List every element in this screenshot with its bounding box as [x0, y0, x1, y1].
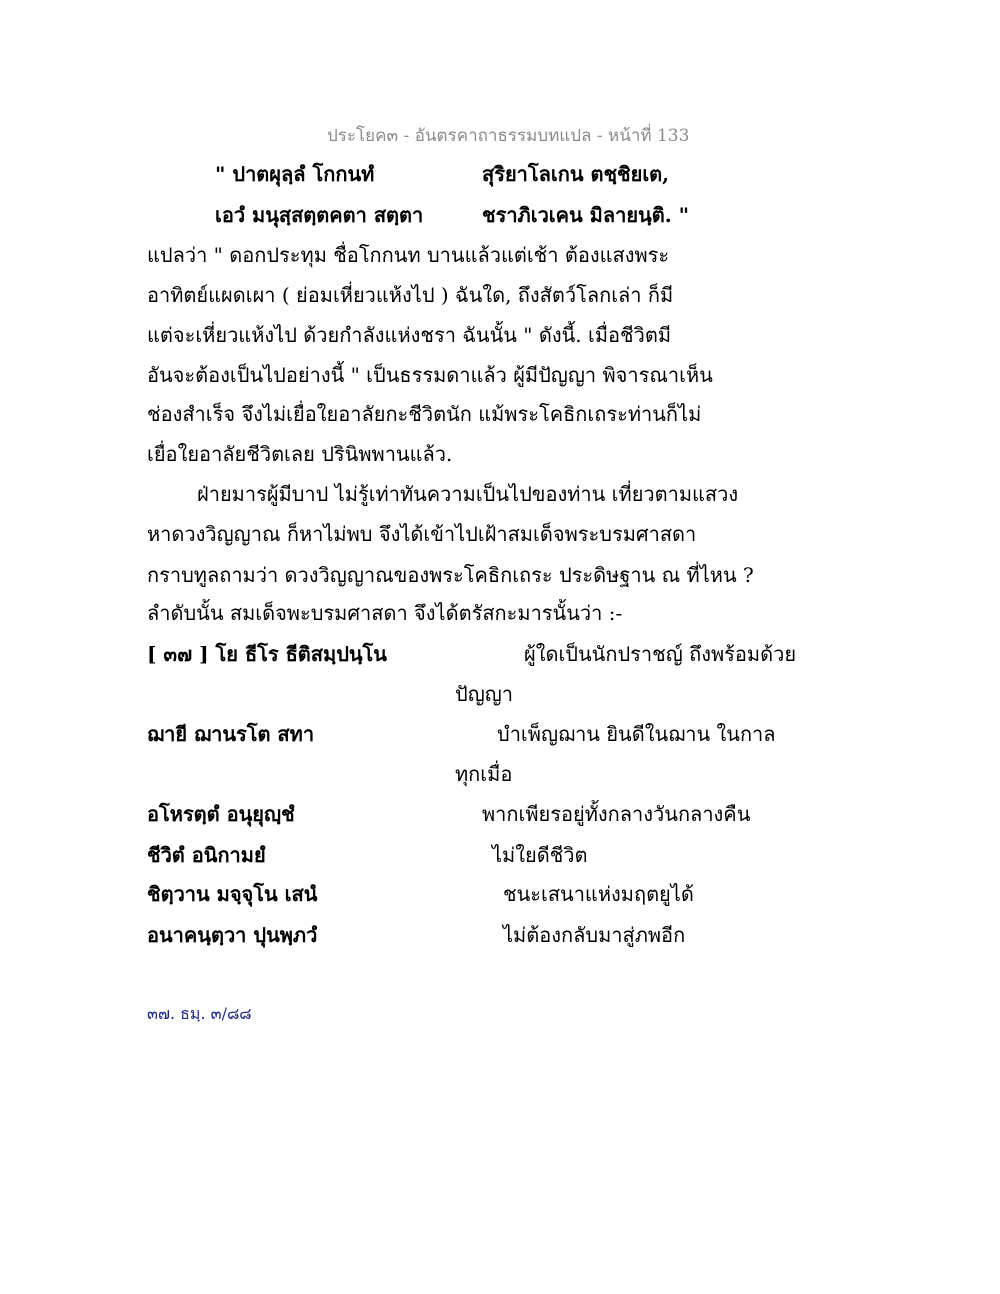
verse-thai-continuation: ทุกเมื่อ	[455, 762, 513, 786]
verse-pali-line: ชีวิตํ อนิกามยํ	[147, 843, 266, 867]
verse-thai-line: บำเพ็ญฌาน ยินดีในฌาน ในกาล	[497, 722, 776, 746]
translation-line: อันจะต้องเป็นไปอย่างนี้ " เป็นธรรมดาแล้ว ผู้มีปัญญา พิจารณาเห็น	[147, 363, 713, 387]
verse-pali-line: อนาคนฺตฺวา ปุนพฺภวํ	[147, 923, 318, 947]
narrative-line: กราบทูลถามว่า ดวงวิญญาณของพระโคธิกเถระ ประดิษฐาน ณ ที่ไหน ?	[147, 563, 754, 587]
translation-line: เยื่อใยอาลัยชีวิตเลย ปรินิพพานแล้ว.	[147, 442, 453, 466]
verse-thai-line: พากเพียรอยู่ทั้งกลางวันกลางคืน	[482, 802, 751, 826]
pali-stanza-line-1a: " ปาตผุลฺลํ โกกนทํ	[215, 162, 375, 186]
narrative-line: หาดวงวิญญาณ ก็หาไม่พบ จึงได้เข้าไปเฝ้าสมเด็จพระบรมศาสดา	[147, 522, 697, 546]
pali-stanza-line-2b: ชราภิเวเคน มิลายนฺติ. "	[482, 203, 690, 227]
verse-thai-line: ชนะเสนาแห่งมฤตยูได้	[503, 882, 694, 906]
pali-stanza-line-1b: สุริยาโลเกน ตชฺชิยเต,	[482, 162, 670, 186]
footnote: ๓๗. ธมฺ. ๓/๘๘	[147, 1004, 252, 1023]
page-header: ประโยค๓ - อันตรคาถาธรรมบทแปล - หน้าที่ 133	[327, 126, 690, 146]
translation-line: ช่องสำเร็จ จึงไม่เยื่อใยอาลัยกะชีวิตนัก แม้พระโคธิกเถระท่านก็ไม่	[147, 402, 702, 426]
pali-stanza-line-2a: เอวํ มนุสฺสตฺตคตา สตฺตา	[215, 203, 424, 227]
translation-line: แปลว่า " ดอกประทุม ชื่อโกกนท บานแล้วแต่เช้า ต้องแสงพระ	[147, 243, 670, 267]
verse-thai-line: ไม่ต้องกลับมาสู่ภพอีก	[503, 923, 686, 947]
verse-thai-line: ผู้ใดเป็นนักปราชญ์ ถึงพร้อมด้วย	[524, 642, 797, 666]
translation-line: แต่จะเหี่ยวแห้งไป ด้วยกำลังแห่งชรา ฉันนั้น " ดังนี้. เมื่อชีวิตมี	[147, 323, 672, 347]
translation-line: อาทิตย์แผดเผา ( ย่อมเหี่ยวแห้งไป ) ฉันใด, ถึงสัตว์โลกเล่า ก็มี	[147, 283, 674, 307]
verse-pali-line: ชิตฺวาน มจฺจุโน เสนํ	[147, 882, 318, 906]
verse-pali-line: อโหรตฺตํ อนุยุญฺชํ	[147, 802, 295, 826]
verse-thai-continuation: ปัญญา	[455, 682, 514, 706]
narrative-line: ฝ่ายมารผู้มีบาป ไม่รู้เท่าทันความเป็นไปของท่าน เที่ยวตามแสวง	[197, 482, 739, 506]
narrative-line: ลำดับนั้น สมเด็จพะบรมศาสดา จึงได้ตรัสกะมารนั้นว่า :-	[147, 601, 623, 625]
verse-thai-line: ไม่ใยดีชีวิต	[492, 843, 588, 867]
verse-pali-line: [ ๓๗ ] โย ธีโร ธีติสมฺปนฺโน	[147, 642, 387, 666]
verse-pali-line: ฌายี ฌานรโต สทา	[147, 722, 315, 746]
